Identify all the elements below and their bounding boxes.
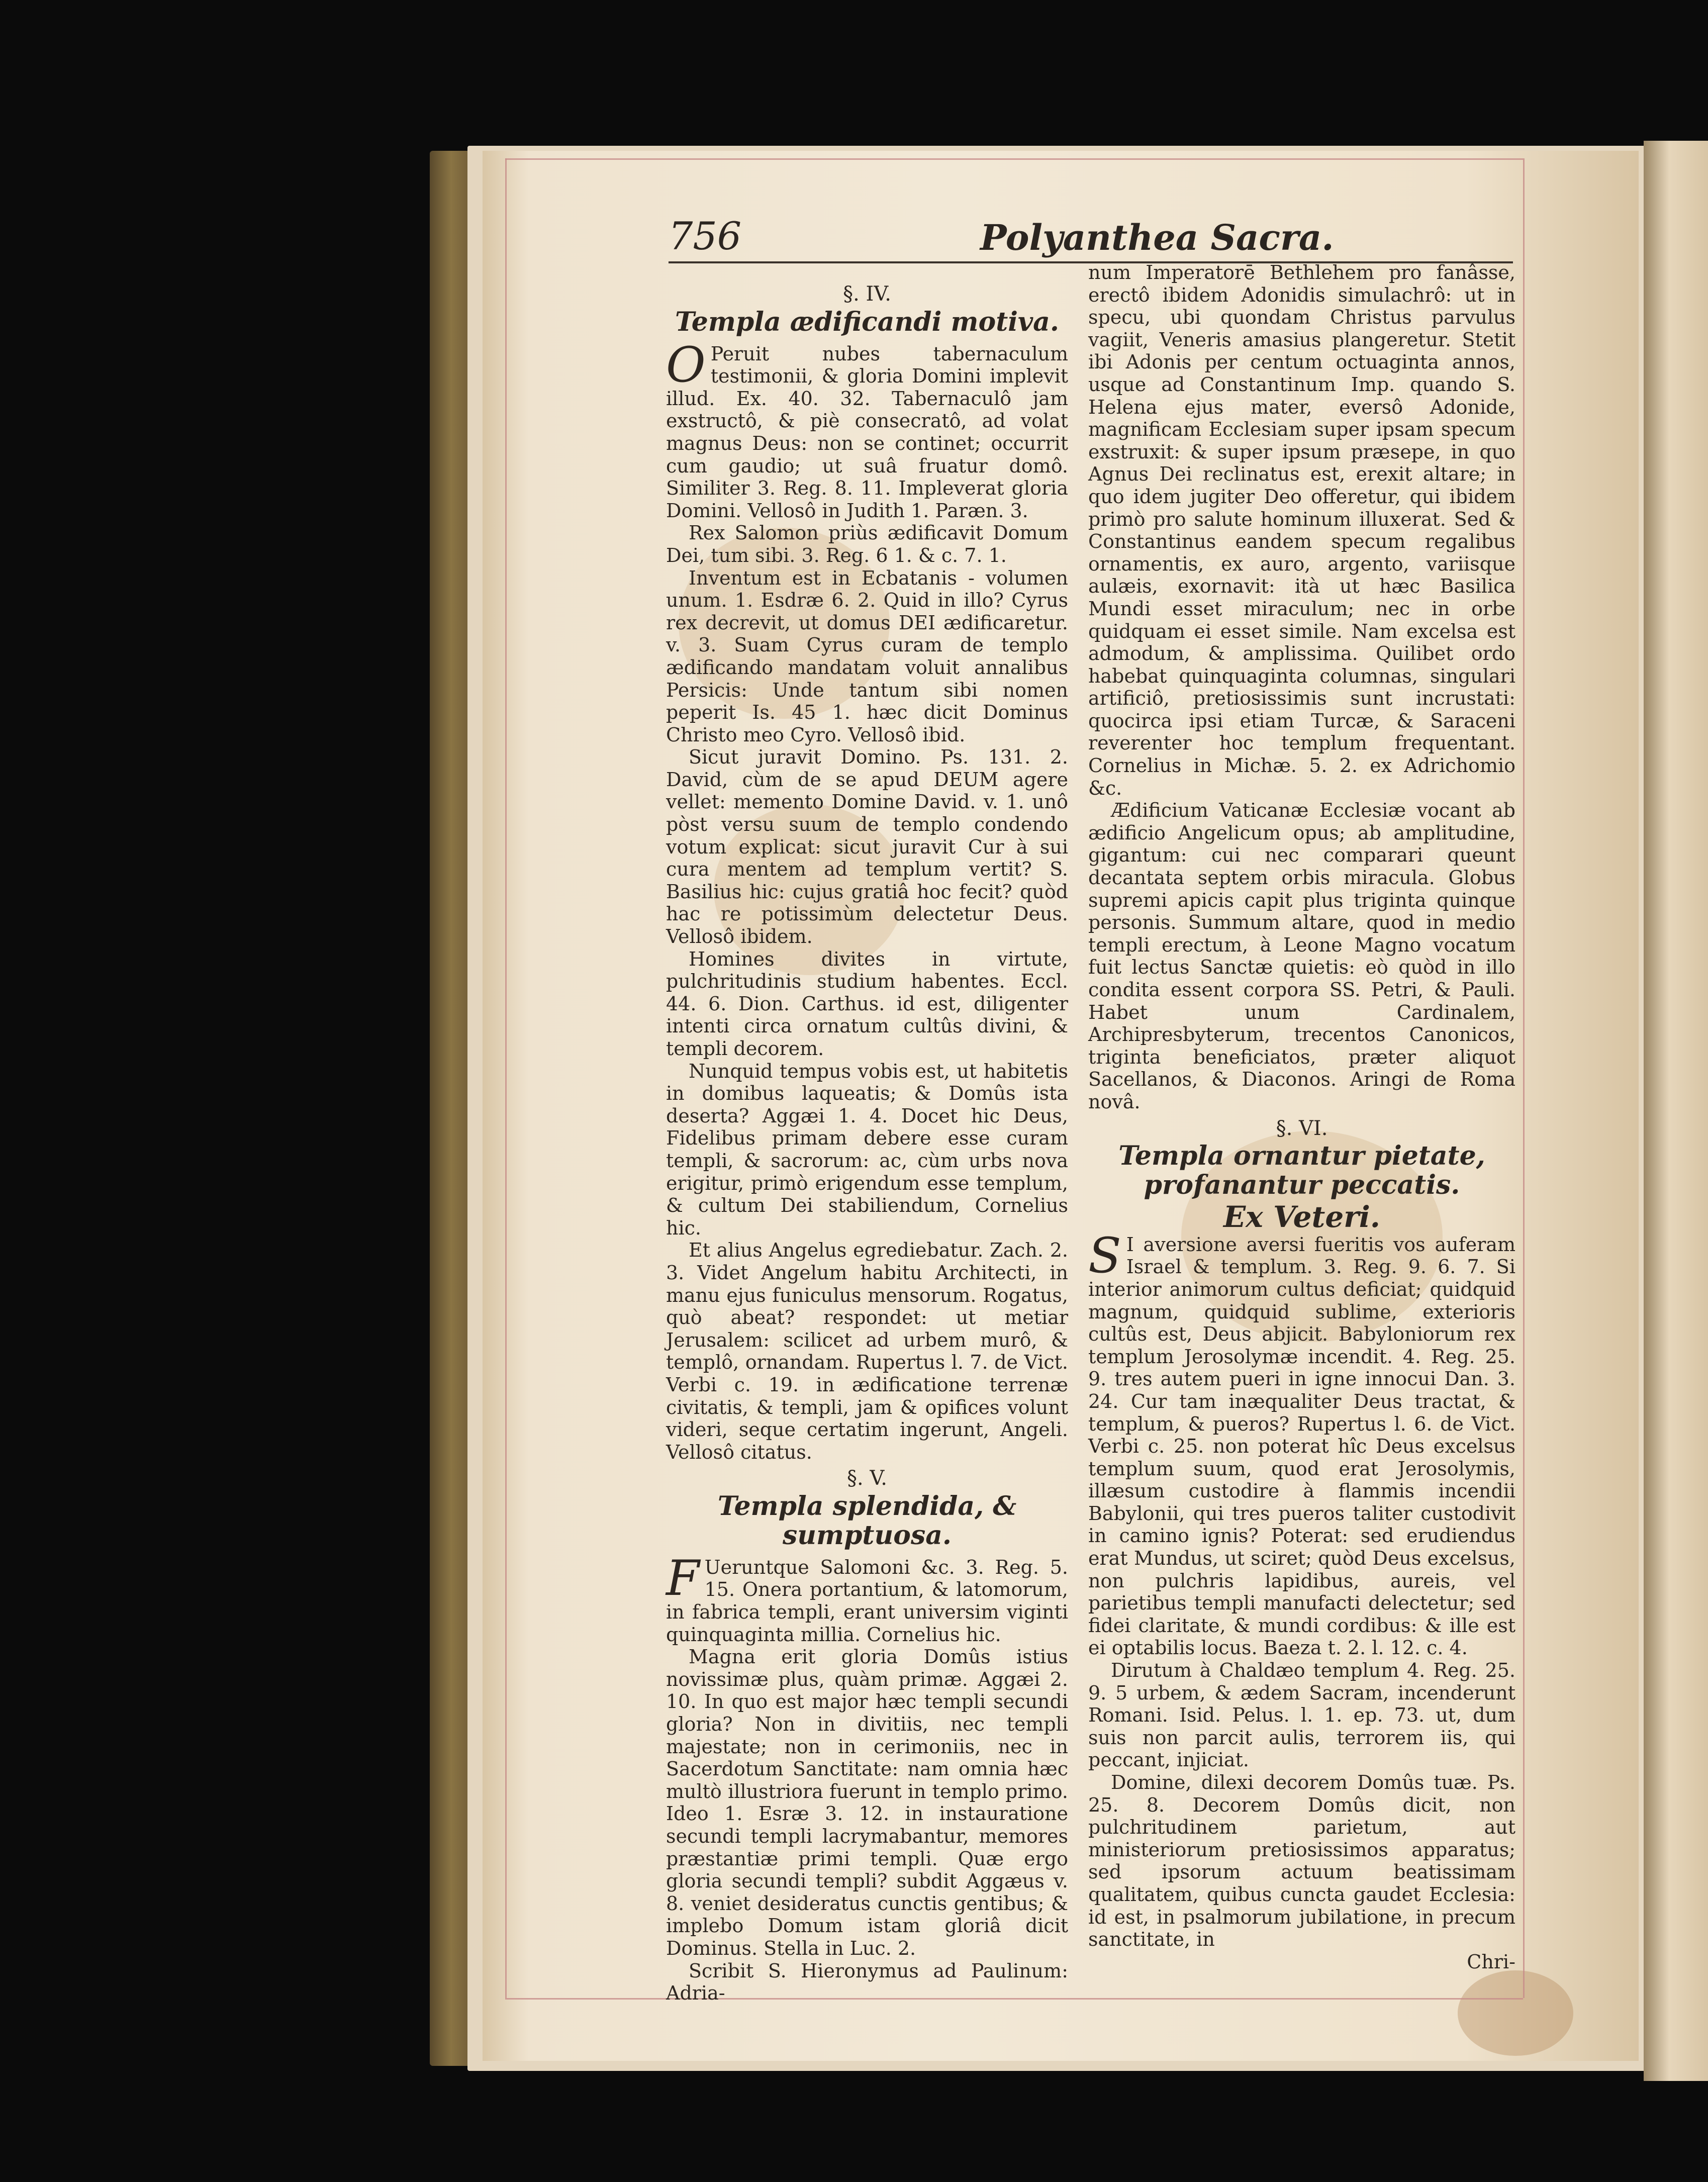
paragraph xyxy=(666,336,1068,522)
paragraph-text: Peruit nubes tabernaculum testimonii, & gloria Domini implevit illud. Ex. 40. 32. Tabernaculô jam exstructô, & piè consecratô, ad volat magnus Deus: non se continet; occurrit cum gaudio; ut suâ fruatur domô. Similiter 3. Reg. 8. 11. Impleverat gloria Domini. Vellosô in Judith 1. Paræn. 3. xyxy=(666,342,1068,522)
paragraph: Dirutum à Chaldæo templum 4. Reg. 25. 9. 5 urbem, & ædem Sacram, incenderunt Romani. Isid. Pelus. l. 1. ep. 73. ut, dum suis non parcit aulis, terrorem iis, qui peccant, injiciat. xyxy=(1088,1659,1515,1771)
catchword: Chri- xyxy=(1467,1950,1515,1973)
paragraph: Et alius Angelus egrediebatur. Zach. 2. 3. Videt Angelum habitu Architecti, in manu ejus funiculus mensorum. Rogatus, quò abeat? respondet: ut metiar Jerusalem: scilicet ad urbem murô, & templô, ornandam. Rupertus l. 7. de Vict. Verbi c. 19. in ædificatione terrenæ civitatis, & templi, jam & opifices volunt videri, seque certatim ingerunt, Angeli. Vellosô citatus. xyxy=(666,1239,1068,1463)
running-title: Polyanthea Sacra. xyxy=(980,217,1334,258)
paragraph: num Imperatorē Bethlehem pro fanâsse, erectô ibidem Adonidis simulachrô: ut in specu, ubi quondam Christus parvulus vagiit, Veneris amasius plangeretur. Stetit ibi Adonis per centum octuaginta annos, usque ad Constantinum Imp. quando S. Helena ejus mater, eversô Adonide, magnificam Ecclesiam super ipsam specum exstruxit: & super ipsum præsepe, in quo Agnus Dei reclinatus est, erexit altare; in quo idem jugiter Deo offeretur, qui ibidem primò pro salute hominum illuxerat. Sed & Constantinus eandem specum regalibus ornamentis, ex auro, argento, variisque aulæis, exornavit: ità ut hæc Basilica Mundi esset miraculum; nec in orbe quidquam ei esset simile. Nam excelsa est admodum, & amplissima. Quilibet ordo habebat quinquaginta columnas, singulari artificiô, pretiosissimis sunt incrustati: quocirca ipsi etiam Turcæ, & Saraceni reverenter hoc templum frequentant. Cornelius in Michæ. 5. 2. ex Adrichomio &c. xyxy=(1088,261,1515,799)
right-column xyxy=(1088,261,1515,1973)
drop-cap: O xyxy=(666,336,706,393)
section-number: §. VI. xyxy=(1276,1116,1328,1140)
paragraph xyxy=(1088,1227,1515,1659)
paragraph: Inventum est in Ecbatanis - volumen unum. 1. Esdræ 6. 2. Quid in illo? Cyrus rex decrevit, ut domus DEI ædificaretur. v. 3. Suam Cyrus curam de templo ædificando mandatam voluit annalibus Persicis: Unde tantum sibi nomen peperit Is. 45 1. hæc dicit Dominus Christo meo Cyro. Vellosô ibid. xyxy=(666,566,1068,746)
facing-page-edge xyxy=(1644,141,1708,2081)
paragraph-text: Ueruntque Salomoni &c. 3. Reg. 5. 15. Onera portantium, & latomorum, in fabrica templi, erant universim viginti quinquaginta millia. Cornelius hic. xyxy=(666,1556,1068,1646)
paragraph: Scribit S. Hieronymus ad Paulinum: Adria- xyxy=(666,1959,1068,2005)
paragraph: Sicut juravit Domino. Ps. 131. 2. David, cùm de se apud DEUM agere vellet: memento Domine David. v. 1. unô pòst versu suum de templo condendo votum explicat: sicut juravit Cur à sui cura mentem ad templum vertit? S. Basilius hic: cujus gratiâ hoc fecit? quòd hac re potissimùm delectetur Deus. Vellosô ibidem. xyxy=(666,746,1068,948)
section-number: §. V. xyxy=(846,1467,888,1490)
margin-rule-top xyxy=(505,158,1523,160)
foxing-stain xyxy=(1458,1970,1573,2056)
section-title: Templa ornantur pietate, profanantur peccatis. xyxy=(1118,1141,1485,1201)
paragraph: Domine, dilexi decorem Domûs tuæ. Ps. 25. 8. Decorem Domûs dicit, non pulchritudinem parietum, aut ministeriorum pretiosissimos apparatus; sed ipsorum actuum beatissimam qualitatem, quibus cuncta gaudet Ecclesia: id est, in psalmorum jubilatione, in precum sanctitate, in xyxy=(1088,1771,1515,1951)
paragraph: Ædificium Vaticanæ Ecclesiæ vocant ab ædificio Angelicum opus; ab amplitudine, gigantum: cui nec comparari queunt decantata septem orbis miracula. Globus supremi apicis capit plus triginta quinque personis. Summum altare, quod in medio templi erectum, à Leone Magno vocatum fuit lectus Sanctæ quietis: eò quòd in illo condita essent corpora SS. Petri, & Pauli. Habet unum Cardinalem, Archipresbyterum, trecentos Canonicos, triginta beneficiatos, præter aliquot Sacellanos, & Diaconos. Aringi de Roma novâ. xyxy=(1088,799,1515,1113)
page-header xyxy=(669,214,1518,269)
page-number: 756 xyxy=(669,214,742,258)
paragraph: Nunquid tempus vobis est, ut habitetis in domibus laqueatis; & Domûs ista deserta? Aggæi 1. 4. Docet hic Deus, Fidelibus primam debere esse curam templi, & sacrorum: ac, cùm urbs nova erigitur, primò erigendum esse templum, & cultum Dei stabiliendum, Cornelius hic. xyxy=(666,1060,1068,1239)
drop-cap: F xyxy=(666,1550,700,1606)
paragraph: Magna erit gloria Domûs istius novissimæ plus, quàm primæ. Aggæi 2. 10. In quo est major hæc templi secundi gloria? Non in divitiis, nec templi majestate; non in cerimoniis, nec in Sacerdotum Sanctitate: nam omnia hæc multò illustriora fuerunt in templo primo. Ideo 1. Esræ 3. 12. in instauratione secundi templi lacrymabantur, memores præstantiæ primi templi. Quæ ergo gloria secundi templi? subdit Aggæus v. 8. veniet desideratus cunctis gentibus; & implebo Domum istam gloriâ dicit Dominus. Stella in Luc. 2. xyxy=(666,1646,1068,1959)
section-number: §. IV. xyxy=(843,282,891,306)
section-title: Templa ædificandi motiva. xyxy=(675,306,1059,337)
paragraph-text: I aversione aversi fueritis vos auferam Israel & templum. 3. Reg. 9. 6. 7. Si interior animorum cultus deficiat; quidquid magnum, quidquid sublime, exterioris cultûs est, Deus abjicit. Babyloniorum rex templum Jerosolymæ incendit. 4. Reg. 25. 9. tres autem pueri in igne innocui Dan. 3. 24. Cur tam inæqualiter Deus tractat, & templum, & pueros? Rupertus l. 6. de Vict. Verbi c. 25. non poterat hîc Deus excelsus templum suum, quod erat Jerosolymis, illæsum custodire à flammis incendii Babylonii, qui tres pueros taliter custodivit in camino ignis? Poterat: sed erudiendus erat Mundus, ut sciret; quòd Deus excelsus, non pulchris lapidibus, aureis, vel parietibus templi manufacti delectetur; sed fidei claritate, & mundi cordibus: & ille est ei optabilis locus. Baeza t. 2. l. 12. c. 4. xyxy=(1088,1233,1515,1659)
paragraph: Homines divites in virtute, pulchritudinis studium habentes. Eccl. 44. 6. Dion. Carthus. id est, diligenter intenti circa ornatum cultûs divini, & templi decorem. xyxy=(666,947,1068,1060)
paragraph xyxy=(666,1550,1068,1646)
section-title: Templa splendida, & sumptuosa. xyxy=(717,1490,1017,1551)
margin-rule-right xyxy=(1523,158,1525,1998)
margin-rule-left xyxy=(505,158,507,1998)
left-column xyxy=(666,279,1068,2005)
drop-cap: S xyxy=(1088,1227,1121,1284)
paragraph: Rex Salomon priùs ædificavit Domum Dei, tum sibi. 3. Reg. 6 1. & c. 7. 1. xyxy=(666,522,1068,566)
section-subtitle: Ex Veteri. xyxy=(1223,1200,1381,1235)
